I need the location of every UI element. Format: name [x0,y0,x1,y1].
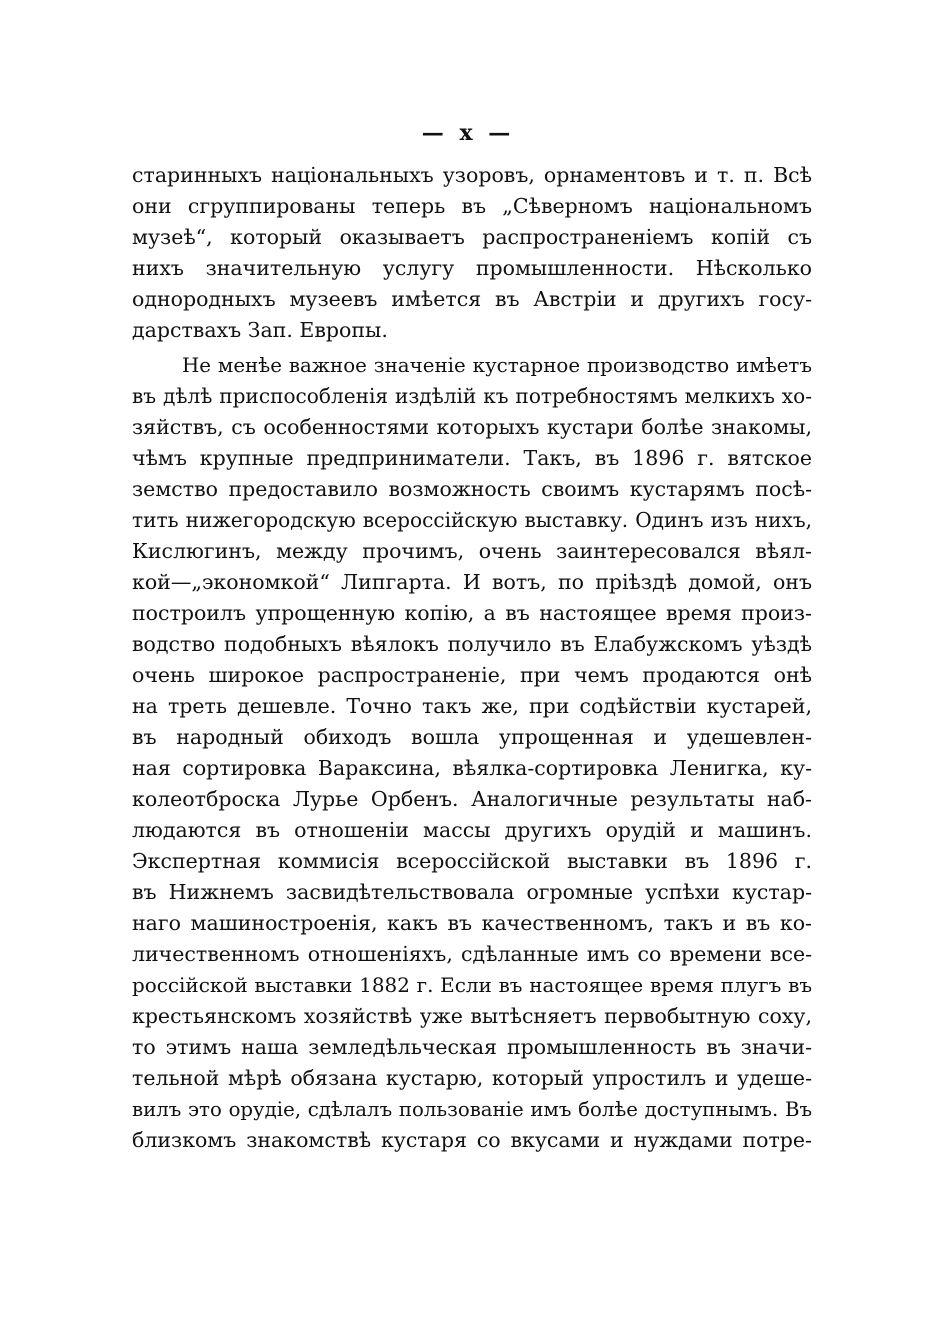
text-line: Кислюгинъ, между прочимъ, очень заинтересовался вѣял- [132,539,812,563]
text-line: Экспертная коммисія всероссійской выставки въ 1896 г. [132,849,812,873]
text-line: то этимъ наша земледѣльческая промышленность въ значи- [132,1035,812,1059]
text-line: Не менѣе важное значеніе кустарное производство имѣетъ [182,354,812,377]
text-line: водство подобныхъ вѣялокъ получило въ Елабужскомъ уѣздѣ [132,632,812,656]
paragraph [132,160,812,346]
text-line: вилъ это орудіе, сдѣлалъ пользованіе имъ болѣе доступнымъ. Въ [132,1098,812,1121]
text-line: однородныхъ музеевъ имѣется въ Австріи и другихъ госу- [132,287,812,311]
text-line: кой—„экономкой“ Липгарта. И вотъ, по пріѣздѣ домой, онъ [132,570,812,594]
text-line: дарствахъ Зап. Европы. [132,318,388,342]
text-line: въ Нижнемъ засвидѣтельствовала огромные успѣхи кустар- [132,880,812,904]
text-line: личественномъ отношеніяхъ, сдѣланные имъ со времени все- [132,942,812,966]
text-line: въ дѣлѣ приспособленія издѣлій къ потребностямъ мелкихъ хо- [132,384,812,408]
text-line: въ народный обиходъ вошла упрощенная и удешевлен- [132,725,812,749]
text-line: нихъ значительную услугу промышленности. Нѣсколько [132,256,812,280]
body-text [132,160,812,1156]
text-line: построилъ упрощенную копію, а въ настоящее время произ- [132,601,812,625]
text-line: ная сортировка Вараксина, вѣялка-сортировка Ленигка, ку- [132,756,812,780]
text-line: на треть дешевле. Точно такъ же, при содѣйствіи кустарей, [132,694,812,718]
text-line: земство предоставило возможность своимъ кустарямъ посѣ- [132,477,812,501]
text-line: наго машиностроенія, какъ въ качественномъ, такъ и въ ко- [132,911,812,935]
text-line: россійской выставки 1882 г. Если въ настоящее время плугъ въ [132,974,812,997]
text-line: зяйствъ, съ особенностями которыхъ кустари болѣе знакомы, [132,415,812,439]
paragraph [132,350,812,1156]
text-line: музеѣ“, который оказываетъ распространеніемъ копій съ [132,225,812,249]
text-line: очень широкое распространеніе, при чемъ продаются онѣ [132,663,812,687]
text-line: чѣмъ крупные предприниматели. Такъ, въ 1896 г. вятское [132,446,812,470]
text-line: тельной мѣрѣ обязана кустарю, который упростилъ и удеше- [132,1066,812,1090]
page-number: — x — [421,120,515,146]
text-line: тить нижегородскую всероссійскую выставку. Одинъ изъ нихъ, [132,508,812,532]
text-line: они сгруппированы теперь въ „Сѣверномъ національномъ [132,194,812,218]
text-line: крестьянскомъ хозяйствѣ уже вытѣсняетъ первобытную соху, [132,1004,812,1028]
text-line: близкомъ знакомствѣ кустаря со вкусами и нуждами потре- [132,1128,812,1152]
text-line: людаются въ отношеніи массы другихъ орудій и машинъ. [132,818,812,842]
text-line: колеотброска Лурье Орбенъ. Аналогичные результаты наб- [132,787,812,811]
text-line: старинныхъ національныхъ узоровъ, орнаментовъ и т. п. Всѣ [132,163,812,187]
